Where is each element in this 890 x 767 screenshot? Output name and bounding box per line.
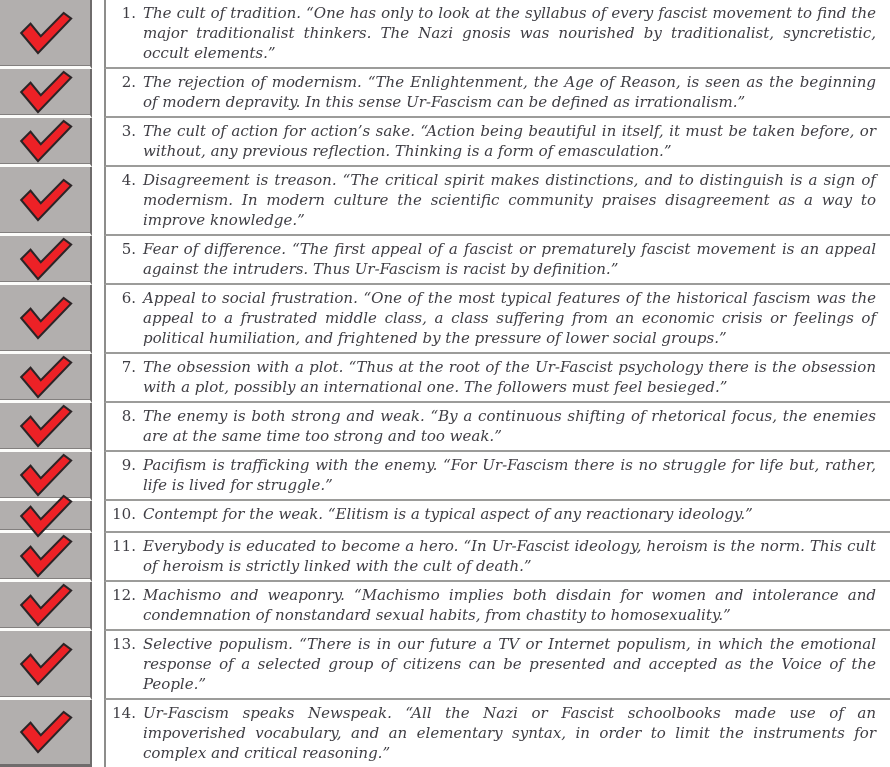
item-number: 2. — [121, 73, 136, 91]
item-cell — [104, 69, 890, 118]
item-number: 7. — [121, 358, 136, 376]
item-quote: “Action being beautiful in itself, it must be taken before, or without, any previous reflection. Thinking is a form of emasculation.” — [143, 122, 876, 160]
check-cell — [0, 236, 92, 285]
item-title: Machismo and weaponry. — [143, 586, 345, 604]
item-number: 5. — [121, 240, 136, 258]
table-row — [0, 118, 890, 167]
table-row — [0, 236, 890, 285]
item-number: 6. — [121, 289, 136, 307]
item-quote: “For Ur-Fascism there is no struggle for life but, rather, life is lived for struggle.” — [143, 456, 876, 494]
item-title: The cult of tradition. — [143, 4, 302, 22]
table-row — [0, 631, 890, 700]
item-quote: “Elitism is a typical aspect of any reactionary ideology.” — [323, 505, 753, 523]
item-title: Everybody is educated to become a hero. — [143, 537, 459, 555]
check-cell — [0, 533, 92, 582]
item-cell — [104, 285, 890, 354]
table-row — [0, 0, 890, 69]
table-row — [0, 285, 890, 354]
table-row — [0, 582, 890, 631]
item-text — [143, 121, 876, 161]
item-title: Selective populism. — [143, 635, 293, 653]
item-quote: “One of the most typical features of the historical fascism was the appeal to a frustrated middle class, a class suffering from an economic crisis or feelings of political humiliation, and frightened by the pressure of lower social groups.” — [143, 289, 876, 347]
table-row — [0, 533, 890, 582]
item-number: 9. — [121, 456, 136, 474]
table-row — [0, 354, 890, 403]
item-cell — [104, 631, 890, 700]
item-text — [143, 72, 876, 112]
checkmark-icon — [17, 583, 73, 627]
check-cell — [0, 0, 92, 69]
item-number: 10. — [112, 505, 136, 523]
item-number: 13. — [112, 635, 136, 653]
item-quote: “The Enlightenment, the Age of Reason, is seen as the beginning of modern depravity. In this sense Ur-Fascism can be defined as irrationalism.” — [143, 73, 876, 111]
item-quote: “Machismo implies both disdain for women and intolerance and condemnation of nonstandard sexual habits, from chastity to homosexuality.” — [143, 586, 876, 624]
check-cell — [0, 700, 92, 767]
item-text — [143, 455, 876, 495]
item-quote: “By a continuous shifting of rhetorical focus, the enemies are at the same time too strong and too weak.” — [143, 407, 876, 445]
checkmark-icon — [17, 119, 73, 163]
item-quote: “One has only to look at the syllabus of every fascist movement to find the major traditionalist thinkers. The Nazi gnosis was nourished by traditionalist, syncretistic, occult elements.” — [143, 4, 876, 62]
item-title: Pacifism is trafficking with the enemy. — [143, 456, 438, 474]
checkmark-icon — [17, 453, 73, 497]
item-title: The cult of action for action’s sake. — [143, 122, 416, 140]
checkmark-icon — [17, 237, 73, 281]
item-title: The enemy is both strong and weak. — [143, 407, 425, 425]
item-quote: “The critical spirit makes distinctions, and to distinguish is a sign of modernism. In modern culture the scientific community praises disagreement as a way to improve knowledge.” — [143, 171, 876, 229]
check-cell — [0, 118, 92, 167]
item-quote: “Thus at the root of the Ur-Fascist psychology there is the obsession with a plot, possibly an international one. The followers must feel besieged.” — [143, 358, 876, 396]
table-row — [0, 700, 890, 767]
checkmark-icon — [17, 355, 73, 399]
item-number: 3. — [121, 122, 136, 140]
checkmark-icon — [17, 178, 73, 222]
item-cell — [104, 452, 890, 501]
table-row — [0, 167, 890, 236]
table-row — [0, 501, 890, 533]
item-title: Ur-Fascism speaks Newspeak. — [143, 704, 392, 722]
item-cell — [104, 403, 890, 452]
checkmark-icon — [17, 11, 73, 55]
item-number: 4. — [121, 171, 136, 189]
item-text — [143, 406, 876, 446]
table-row — [0, 403, 890, 452]
item-number: 1. — [121, 4, 136, 22]
item-cell — [104, 167, 890, 236]
item-quote: “The first appeal of a fascist or prematurely fascist movement is an appeal against the intruders. Thus Ur-Fascism is racist by definition.” — [143, 240, 877, 278]
item-quote: “There is in our future a TV or Internet populism, in which the emotional response of a selected group of citizens can be presented and accepted as the Voice of the People.” — [143, 635, 876, 693]
item-cell — [104, 354, 890, 403]
item-title: Disagreement is treason. — [143, 171, 337, 189]
table-row — [0, 69, 890, 118]
item-number: 11. — [112, 537, 136, 555]
checkmark-icon — [17, 296, 73, 340]
item-text — [143, 357, 876, 397]
checkmark-icon — [17, 710, 73, 754]
item-text — [143, 239, 876, 279]
item-cell — [104, 0, 890, 69]
item-title: Appeal to social frustration. — [143, 289, 358, 307]
item-text — [143, 3, 876, 63]
item-text — [143, 504, 876, 524]
item-number: 14. — [112, 704, 136, 722]
check-cell — [0, 285, 92, 354]
item-cell — [104, 501, 890, 533]
item-cell — [104, 582, 890, 631]
checkmark-icon — [17, 642, 73, 686]
item-quote: “All the Nazi or Fascist schoolbooks made use of an impoverished vocabulary, and an elementary syntax, in order to limit the instruments for complex and critical reasoning.” — [143, 704, 877, 762]
table-row — [0, 452, 890, 501]
check-cell — [0, 69, 92, 118]
item-text — [143, 585, 876, 625]
check-cell — [0, 403, 92, 452]
item-number: 12. — [112, 586, 136, 604]
check-cell — [0, 582, 92, 631]
item-cell — [104, 700, 890, 767]
item-text — [143, 703, 876, 763]
checkmark-icon — [17, 404, 73, 448]
checkmark-icon — [17, 534, 73, 578]
check-cell — [0, 631, 92, 700]
item-text — [143, 170, 876, 230]
checkmark-icon — [17, 70, 73, 114]
item-number: 8. — [121, 407, 136, 425]
check-cell — [0, 501, 92, 533]
check-cell — [0, 354, 92, 403]
item-cell — [104, 236, 890, 285]
item-quote: “In Ur-Fascist ideology, heroism is the norm. This cult of heroism is strictly linked with the cult of death.” — [143, 537, 876, 575]
item-text — [143, 288, 876, 348]
item-title: The obsession with a plot. — [143, 358, 344, 376]
check-cell — [0, 167, 92, 236]
item-title: Fear of difference. — [143, 240, 286, 258]
item-title: The rejection of modernism. — [143, 73, 362, 91]
item-text — [143, 536, 876, 576]
checkmark-icon — [17, 494, 73, 538]
item-text — [143, 634, 876, 694]
item-cell — [104, 533, 890, 582]
item-title: Contempt for the weak. — [143, 505, 324, 523]
item-cell — [104, 118, 890, 167]
